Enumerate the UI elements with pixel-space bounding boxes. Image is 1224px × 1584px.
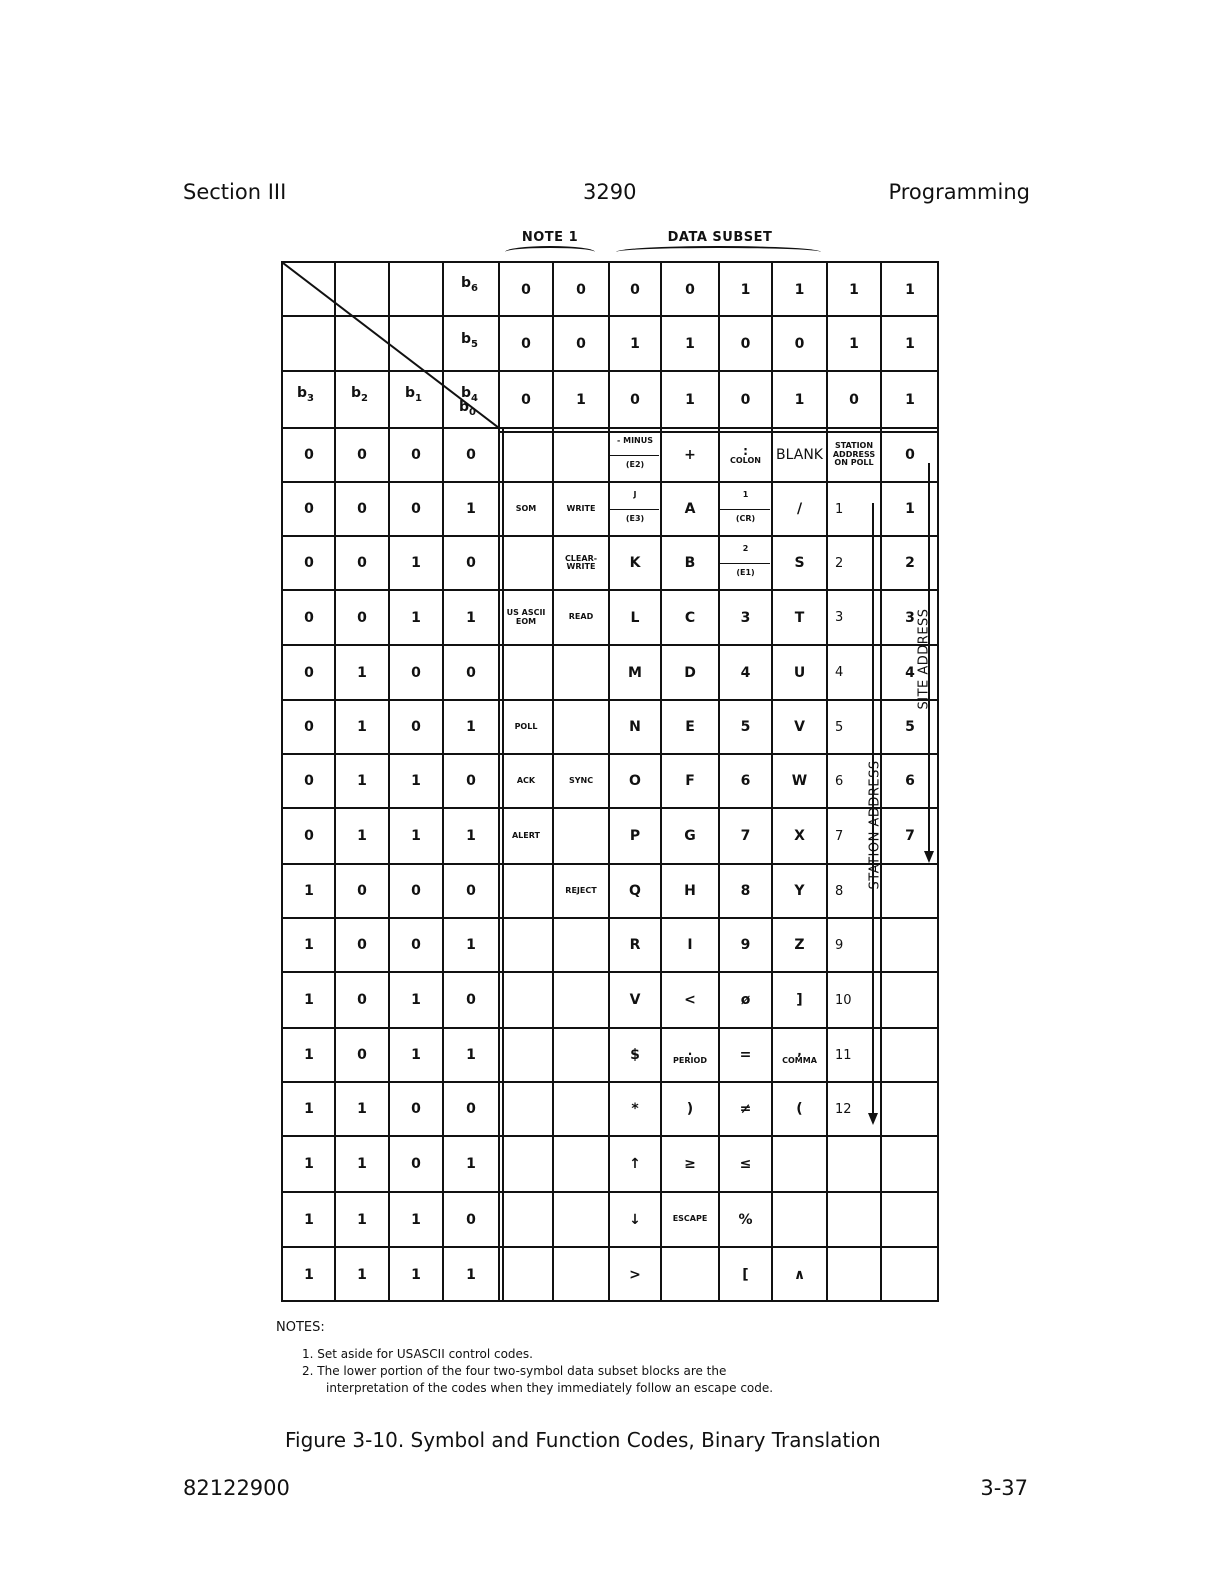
row-bit: 1 <box>357 773 367 789</box>
row-bit: 0 <box>411 719 421 735</box>
col-bit-b6: 1 <box>740 281 751 298</box>
row-bit: 1 <box>357 664 367 681</box>
bit-label-b3: $b_3$ <box>297 385 314 404</box>
code-cell: = <box>739 1047 752 1063</box>
code-cell: ↑ <box>629 1156 641 1172</box>
j-cell-bottom: (E3) <box>625 514 645 523</box>
row-bit: 1 <box>466 1047 476 1063</box>
colon-cell: : COLON <box>730 443 761 466</box>
code-cell: ESCAPE <box>672 1214 708 1224</box>
code-cell: % <box>738 1211 753 1228</box>
row-bit: 0 <box>304 719 314 735</box>
code-cell: POLL <box>514 721 538 731</box>
row-bit: 0 <box>304 447 314 463</box>
code-cell: R <box>629 937 641 953</box>
code-cell: 3 <box>905 609 915 626</box>
code-cell: READ <box>568 612 594 622</box>
code-cell: Y <box>794 883 805 899</box>
col-bit-b5: 1 <box>685 335 695 352</box>
code-cell: 5 <box>835 719 844 735</box>
code-cell: K <box>629 555 641 571</box>
code-cell: 6 <box>740 773 751 789</box>
code-cell: 6 <box>835 773 844 789</box>
code-cell: 12 <box>835 1101 852 1117</box>
bit-label-b0: $b_0$ <box>459 399 476 418</box>
row-bit: 0 <box>466 555 476 571</box>
code-cell: * <box>631 1101 639 1117</box>
row-bit: 1 <box>466 1156 476 1172</box>
row-bit: 0 <box>466 883 476 899</box>
clear-write-cell: CLEAR- WRITE <box>564 553 598 571</box>
minus-cell-divider <box>609 455 659 456</box>
two-cell-top: 2 <box>742 544 749 553</box>
bit-label-b6: $b_6$ <box>461 275 478 294</box>
row-bit: 1 <box>304 937 314 953</box>
code-cell: SOM <box>515 503 537 513</box>
row-bit: 1 <box>304 1211 314 1228</box>
row-bit: 1 <box>466 609 476 626</box>
code-cell: 5 <box>905 719 915 735</box>
code-cell: V <box>794 719 805 735</box>
code-cell: D <box>684 664 696 681</box>
col-bit-b4: 1 <box>685 391 695 408</box>
code-cell: ∧ <box>793 1266 806 1283</box>
figure-caption: Figure 3-10. Symbol and Function Codes, Binary Translation <box>285 1428 881 1452</box>
code-cell: Z <box>794 937 805 953</box>
row-bit: 1 <box>357 828 367 844</box>
col-bit-b5: 1 <box>905 335 915 352</box>
row-bit: 1 <box>357 719 367 735</box>
code-cell: 4 <box>740 664 751 681</box>
row-bit: 0 <box>357 992 367 1008</box>
row-bit: 1 <box>411 1211 421 1228</box>
code-cell: Q <box>629 883 641 899</box>
station-address-on-poll: STATION ADDRESS ON POLL <box>832 441 876 468</box>
code-cell: 8 <box>835 883 844 899</box>
code-cell: SYNC <box>568 775 594 785</box>
row-bit: 1 <box>304 1266 314 1283</box>
model-number: 3290 <box>583 180 637 204</box>
row-bit: 0 <box>411 937 421 953</box>
row-bit: 0 <box>466 664 476 681</box>
note1-label: NOTE 1 <box>521 230 579 245</box>
code-cell: 1 <box>905 501 915 517</box>
col-bit-b5: 1 <box>630 335 640 352</box>
row-bit: 0 <box>411 1101 421 1117</box>
code-cell: 9 <box>740 937 751 953</box>
row-bit: 0 <box>357 609 367 626</box>
comma-cell: , COMMA <box>782 1043 817 1066</box>
minus-cell-bottom: (E2) <box>625 460 645 469</box>
col-bit-b5: 0 <box>740 335 751 352</box>
row-bit: 1 <box>357 1266 367 1283</box>
code-cell: F <box>685 773 695 789</box>
code-cell: 6 <box>905 773 915 789</box>
row-bit: 0 <box>357 883 367 899</box>
code-cell: T <box>794 609 805 626</box>
code-cell: ) <box>686 1101 694 1117</box>
col-bit-b4: 1 <box>576 391 586 408</box>
code-cell: X <box>794 828 805 844</box>
us-ascii-eom-cell: US ASCII EOM <box>506 608 546 626</box>
code-cell: [ <box>742 1266 749 1283</box>
code-cell: 7 <box>835 828 844 844</box>
code-cell: V <box>629 992 641 1008</box>
one-cell-bottom: (CR) <box>735 514 756 523</box>
note-2-cont: interpretation of the codes when they immediately follow an escape code. <box>326 1381 774 1395</box>
row-bit: 1 <box>466 828 476 844</box>
code-cell: WRITE <box>566 503 596 513</box>
code-cell: U <box>793 664 806 681</box>
code-cell: H <box>684 883 696 899</box>
code-cell: ≥ <box>684 1156 696 1172</box>
code-cell: W <box>791 773 808 789</box>
code-cell: O <box>629 773 641 789</box>
row-bit: 1 <box>466 937 476 953</box>
notes-title: NOTES: <box>276 1320 325 1335</box>
row-bit: 1 <box>304 1047 314 1063</box>
row-bit: 1 <box>466 501 476 517</box>
code-cell: 11 <box>835 1047 852 1063</box>
col-bit-b4: 0 <box>740 391 751 408</box>
note-1: 1. Set aside for USASCII control codes. <box>302 1347 533 1361</box>
col-bit-b4: 0 <box>849 391 859 408</box>
row-bit: 1 <box>411 992 421 1008</box>
page-number: 3-37 <box>980 1476 1028 1500</box>
topic-label: Programming <box>888 180 1030 204</box>
col-bit-b4: 1 <box>905 391 915 408</box>
col-bit-b5: 0 <box>794 335 805 352</box>
period-cell: . PERIOD <box>673 1043 707 1066</box>
code-cell: ] <box>796 992 803 1008</box>
code-cell: 8 <box>740 883 751 899</box>
code-cell: 10 <box>835 992 852 1008</box>
code-cell: P <box>629 828 641 844</box>
col-bit-b4: 0 <box>521 391 531 408</box>
col-bit-b4: 0 <box>630 391 640 408</box>
row-bit: 0 <box>411 664 421 681</box>
row-bit: 1 <box>357 1101 367 1117</box>
j-cell-divider <box>609 509 659 510</box>
code-cell: N <box>629 719 641 735</box>
code-cell: 7 <box>740 828 751 844</box>
row-bit: 0 <box>304 773 314 789</box>
code-cell: ø <box>740 992 751 1008</box>
note1-brace <box>505 246 595 258</box>
code-cell: 2 <box>905 555 915 571</box>
code-cell: 7 <box>905 828 915 844</box>
row-bit: 0 <box>304 501 314 517</box>
code-cell: > <box>629 1266 641 1283</box>
row-bit: 0 <box>304 609 314 626</box>
code-cell: 4 <box>835 665 844 680</box>
col-bit-b6: 0 <box>576 281 586 298</box>
doc-number: 82122900 <box>183 1476 290 1500</box>
col-bit-b6: 1 <box>905 281 915 298</box>
row-bit: 1 <box>411 609 421 626</box>
row-bit: 0 <box>466 773 476 789</box>
minus-cell-top: - MINUS <box>617 436 653 445</box>
code-cell: 1 <box>835 501 844 517</box>
code-cell: E <box>685 719 695 735</box>
row-bit: 1 <box>466 719 476 735</box>
row-bit: 1 <box>411 555 421 571</box>
col-bit-b6: 0 <box>521 281 531 298</box>
two-cell-bottom: (E1) <box>736 568 755 577</box>
code-cell: BLANK <box>776 447 823 463</box>
row-bit: 1 <box>411 773 421 789</box>
row-bit: 0 <box>411 1156 421 1172</box>
code-cell: ≤ <box>739 1156 752 1172</box>
row-bit: 1 <box>411 1047 421 1063</box>
row-bit: 0 <box>411 447 421 463</box>
code-cell: ALERT <box>511 830 540 840</box>
row-bit: 1 <box>304 1156 314 1172</box>
code-cell: 3 <box>740 609 751 626</box>
code-cell: C <box>684 609 696 626</box>
row-bit: 0 <box>304 555 314 571</box>
code-cell: S <box>794 555 805 571</box>
row-bit: 1 <box>304 992 314 1008</box>
data-subset-brace <box>616 246 821 258</box>
col-bit-b6: 0 <box>685 281 695 298</box>
row-bit: 1 <box>304 1101 314 1117</box>
row-bit: 0 <box>304 664 314 681</box>
code-cell: 4 <box>905 664 915 681</box>
two-cell-divider <box>719 563 770 564</box>
row-bit: 1 <box>304 883 314 899</box>
row-bit: 0 <box>304 828 314 844</box>
code-cell: / <box>796 501 803 517</box>
col-bit-b5: 0 <box>576 335 586 352</box>
row-bit: 0 <box>357 447 367 463</box>
row-bit: 1 <box>357 1211 367 1228</box>
code-cell: 9 <box>835 937 844 953</box>
code-cell: ≠ <box>739 1101 752 1117</box>
one-cell-top: 1 <box>742 490 749 499</box>
bit-label-b4: $b_4$ <box>461 385 478 404</box>
row-bit: 0 <box>466 992 476 1008</box>
col-bit-b6: 1 <box>849 281 859 298</box>
code-cell: M <box>628 664 642 681</box>
data-subset-label: DATA SUBSET <box>667 230 773 245</box>
bit-label-b5: $b_5$ <box>461 331 478 350</box>
code-cell: I <box>687 937 693 953</box>
col-bit-b4: 1 <box>794 391 805 408</box>
code-cell: $ <box>630 1047 640 1063</box>
one-cell-divider <box>719 509 770 510</box>
row-bit: 0 <box>466 447 476 463</box>
code-cell: + <box>684 447 696 463</box>
bit-label-b1: $b_1$ <box>405 385 422 404</box>
col-bit-b6: 0 <box>630 281 640 298</box>
row-bit: 0 <box>411 883 421 899</box>
station-address-label: STATION ADDRESS <box>867 760 883 890</box>
note-2: 2. The lower portion of the four two-symbol data subset blocks are the <box>302 1364 727 1378</box>
row-bit: 1 <box>357 1156 367 1172</box>
code-cell: 0 <box>905 447 915 463</box>
row-bit: 1 <box>466 1266 476 1283</box>
code-cell: ACK <box>516 775 536 785</box>
col-bit-b5: 1 <box>849 335 859 352</box>
code-cell: G <box>684 828 696 844</box>
code-cell: REJECT <box>565 885 597 895</box>
row-bit: 0 <box>357 1047 367 1063</box>
row-bit: 0 <box>357 937 367 953</box>
bit-label-b2: $b_2$ <box>351 385 368 404</box>
code-table <box>281 261 939 1302</box>
code-cell: 5 <box>740 719 751 735</box>
row-bit: 1 <box>411 828 421 844</box>
col-bit-b6: 1 <box>794 281 805 298</box>
row-bit: 0 <box>411 501 421 517</box>
code-cell: B <box>684 555 696 571</box>
j-cell-top: J <box>633 490 637 499</box>
row-bit: 0 <box>357 501 367 517</box>
code-cell: ( <box>796 1101 803 1117</box>
row-bit: 1 <box>411 1266 421 1283</box>
code-cell: L <box>630 609 640 626</box>
code-cell: A <box>684 501 696 517</box>
code-cell: < <box>684 992 696 1008</box>
row-bit: 0 <box>466 1211 476 1228</box>
code-cell: ↓ <box>629 1211 641 1228</box>
section-label: Section III <box>183 180 287 204</box>
site-address-label: SITE ADDRESS <box>916 608 932 710</box>
row-bit: 0 <box>466 1101 476 1117</box>
col-bit-b5: 0 <box>521 335 531 352</box>
code-cell: 3 <box>835 610 844 625</box>
code-cell: 2 <box>835 555 844 571</box>
row-bit: 0 <box>357 555 367 571</box>
